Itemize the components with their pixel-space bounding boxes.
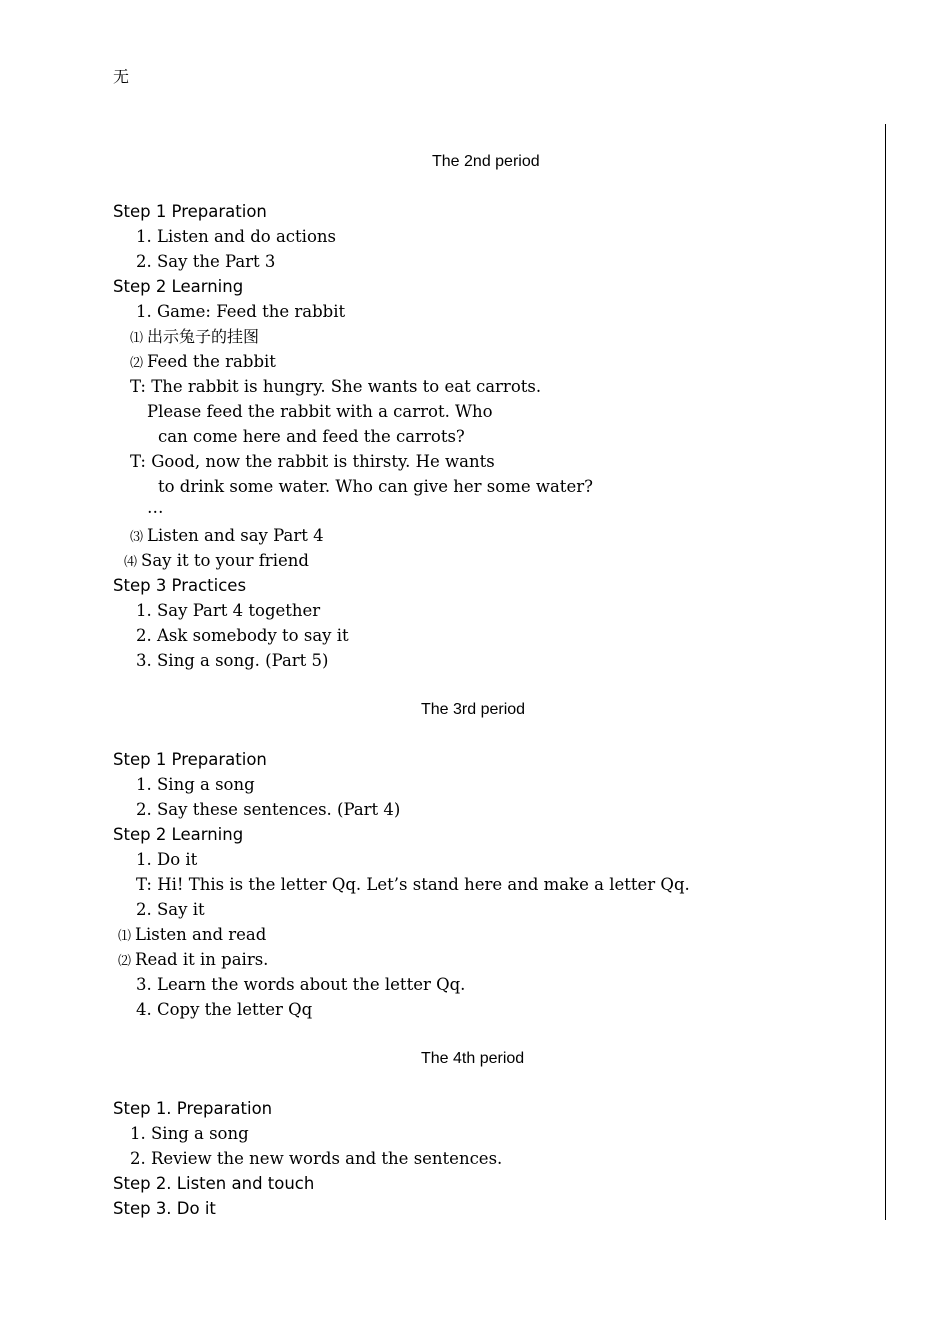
step-heading: Step 2. Listen and touch xyxy=(113,1174,315,1193)
dialogue-line: can come here and feed the carrots? xyxy=(158,427,465,446)
list-item: 3. Sing a song. (Part 5) xyxy=(136,651,329,670)
list-item: 1. Do it xyxy=(136,850,198,869)
sub-item-text: Listen and say Part 4 xyxy=(147,526,324,545)
sub-item xyxy=(130,324,259,349)
list-item: 2. Review the new words and the sentences. xyxy=(130,1149,503,1168)
list-item: 1. Listen and do actions xyxy=(136,227,336,246)
list-item: 3. Learn the words about the letter Qq. xyxy=(136,975,466,994)
dialogue-line: Please feed the rabbit with a carrot. Who xyxy=(147,402,493,421)
sub-item-text: Listen and read xyxy=(135,925,267,944)
dialogue-line: T: Hi! This is the letter Qq. Let’s stand here and make a letter Qq. xyxy=(136,875,690,894)
sub-item xyxy=(118,947,268,972)
circled-number: ⑴ xyxy=(130,331,144,346)
step-heading: Step 2 Learning xyxy=(113,277,244,296)
sub-item-text: 出示兔子的挂图 xyxy=(147,327,260,346)
sub-item-text: Feed the rabbit xyxy=(147,352,276,371)
sub-item-text: Read it in pairs. xyxy=(135,950,269,969)
sub-item xyxy=(124,548,309,573)
circled-number: ⑵ xyxy=(118,954,132,969)
list-item: 1. Say Part 4 together xyxy=(136,601,321,620)
circled-number: ⑶ xyxy=(130,530,144,545)
dialogue-line: T: Good, now the rabbit is thirsty. He wants xyxy=(130,452,495,471)
period-2-title: The 2nd period xyxy=(432,153,540,170)
list-item: 2. Say it xyxy=(136,900,205,919)
sub-item-text: Say it to your friend xyxy=(141,551,309,570)
list-item: 1. Game: Feed the rabbit xyxy=(136,302,346,321)
step-heading: Step 1 Preparation xyxy=(113,202,267,221)
right-margin-rule xyxy=(885,124,886,1220)
list-item: 2. Ask somebody to say it xyxy=(136,626,349,645)
sub-item xyxy=(130,349,276,374)
dialogue-line: T: The rabbit is hungry. She wants to eat carrots. xyxy=(130,377,542,396)
step-heading: Step 3 Practices xyxy=(113,576,247,595)
ellipsis: … xyxy=(147,498,164,517)
period-3-title: The 3rd period xyxy=(421,701,526,718)
list-item: 2. Say these sentences. (Part 4) xyxy=(136,800,401,819)
step-heading: Step 1. Preparation xyxy=(113,1099,273,1118)
period-4-title: The 4th period xyxy=(421,1050,525,1067)
sub-item xyxy=(130,523,324,548)
list-item: 4. Copy the letter Qq xyxy=(136,1000,313,1019)
sub-item xyxy=(118,922,266,947)
step-heading: Step 1 Preparation xyxy=(113,750,267,769)
circled-number: ⑴ xyxy=(118,929,132,944)
step-heading: Step 3. Do it xyxy=(113,1199,216,1218)
list-item: 1. Sing a song xyxy=(130,1124,249,1143)
header-mark: 无 xyxy=(113,67,130,86)
circled-number: ⑵ xyxy=(130,356,144,371)
list-item: 1. Sing a song xyxy=(136,775,255,794)
list-item: 2. Say the Part 3 xyxy=(136,252,276,271)
step-heading: Step 2 Learning xyxy=(113,825,244,844)
dialogue-line: to drink some water. Who can give her some water? xyxy=(158,477,593,496)
circled-number: ⑷ xyxy=(124,555,138,570)
